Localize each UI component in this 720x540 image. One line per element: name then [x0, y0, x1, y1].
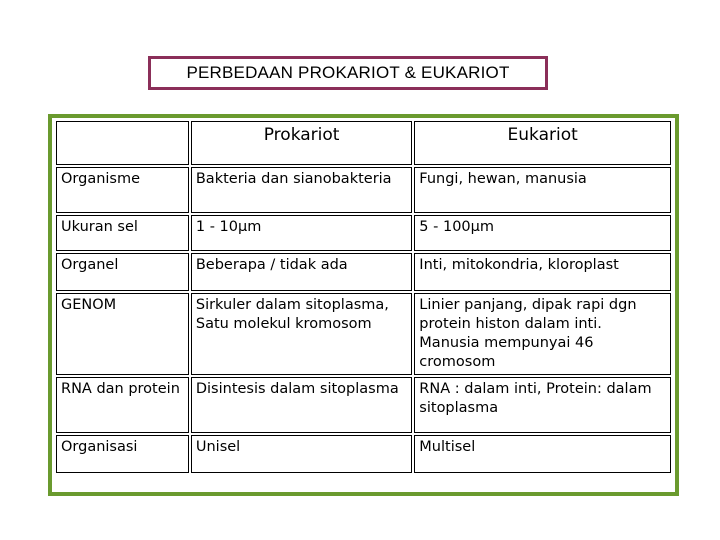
eukariot-cell: Multisel	[414, 435, 671, 473]
row-label: GENOM	[56, 293, 189, 375]
row-label: Organisasi	[56, 435, 189, 473]
prokariot-cell: Bakteria dan sianobakteria	[191, 167, 412, 213]
row-label: Ukuran sel	[56, 215, 189, 251]
table-header-row	[56, 121, 671, 165]
row-label: Organisme	[56, 167, 189, 213]
eukariot-cell: Linier panjang, dipak rapi dgn protein histon dalam inti. Manusia mempunyai 46 cromosom	[414, 293, 671, 375]
row-label: RNA dan protein	[56, 377, 189, 433]
table-row	[56, 167, 671, 213]
table-row	[56, 215, 671, 251]
eukariot-cell: 5 - 100μm	[414, 215, 671, 251]
header-cell-eukariot: Eukariot	[414, 121, 671, 165]
table-row	[56, 253, 671, 291]
table-row	[56, 293, 671, 375]
row-label: Organel	[56, 253, 189, 291]
table-row	[56, 435, 671, 473]
prokariot-cell: 1 - 10μm	[191, 215, 412, 251]
prokariot-cell: Sirkuler dalam sitoplasma, Satu molekul kromosom	[191, 293, 412, 375]
slide-title-text: PERBEDAAN PROKARIOT & EUKARIOT	[186, 63, 510, 82]
prokariot-cell: Unisel	[191, 435, 412, 473]
eukariot-cell: Fungi, hewan, manusia	[414, 167, 671, 213]
prokariot-cell: Disintesis dalam sitoplasma	[191, 377, 412, 433]
slide-title	[148, 56, 548, 90]
header-cell-empty	[56, 121, 189, 165]
eukariot-cell: RNA : dalam inti, Protein: dalam sitoplasma	[414, 377, 671, 433]
eukariot-cell: Inti, mitokondria, kloroplast	[414, 253, 671, 291]
table-row	[56, 377, 671, 433]
header-cell-prokariot: Prokariot	[191, 121, 412, 165]
comparison-table	[54, 119, 673, 475]
prokariot-cell: Beberapa / tidak ada	[191, 253, 412, 291]
